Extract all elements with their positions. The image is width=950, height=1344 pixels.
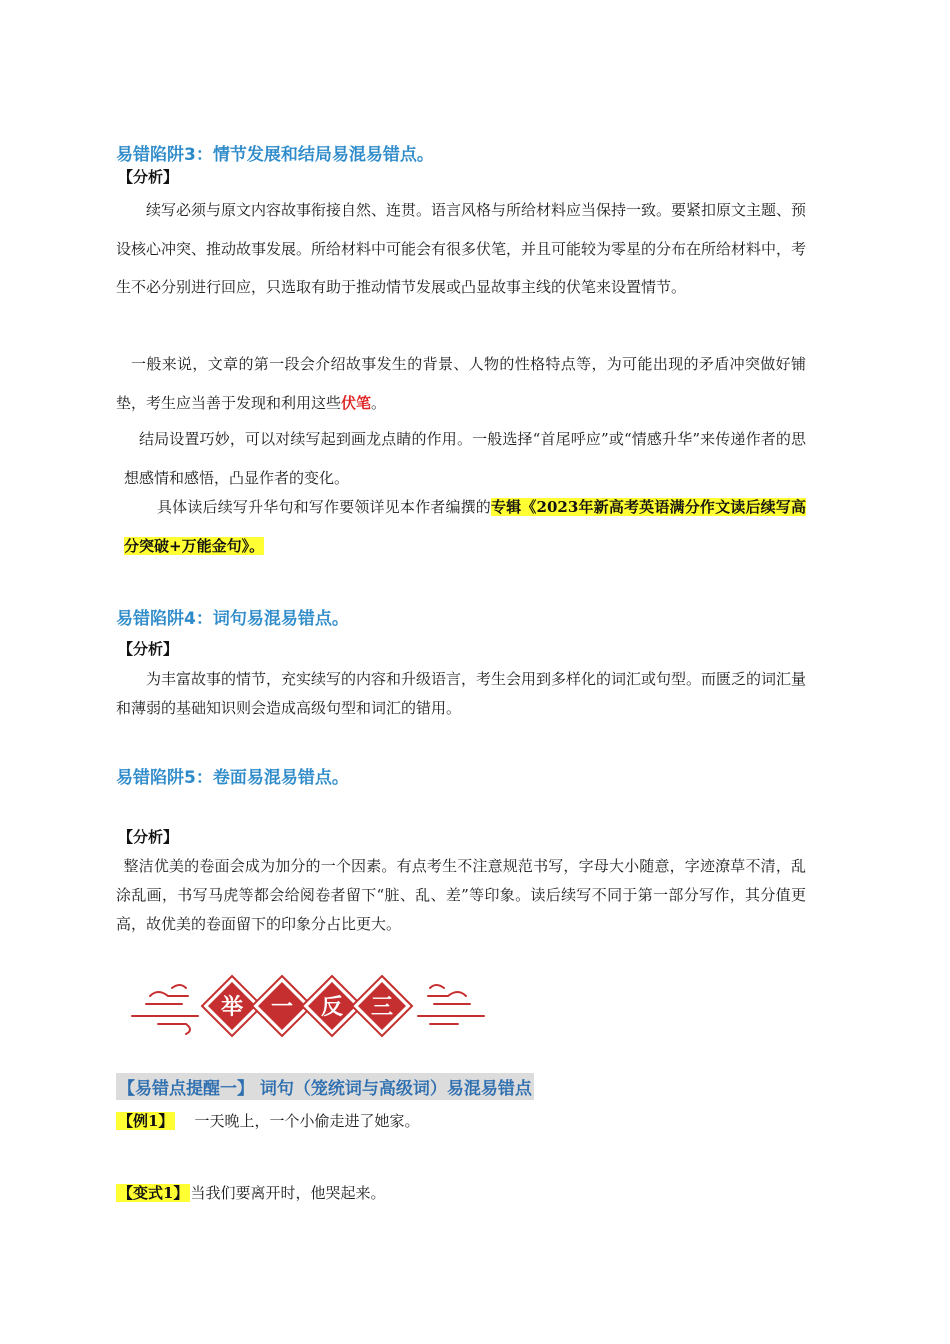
trap-3-p4-text: 具体读后续写升华句和写作要领详见本作者编撰的 — [157, 498, 491, 516]
trap-3-paragraph-4 — [124, 488, 806, 565]
trap-3-p2-text: 一般来说，文章的第一段会介绍故事发生的背景、人物的性格特点等，为可能出现的矛盾冲突做好铺垫，考生应当善于发现和利用这些 — [116, 355, 806, 412]
reminder-heading: 【易错点提醒一】 词句（笼统词与高级词）易混易错点 — [116, 1073, 534, 1100]
banner-char-fan: 反 — [320, 995, 344, 1020]
trap-4-title: 易错陷阱4：词句易混易错点。 — [116, 609, 349, 629]
trap-3-paragraph-3: 结局设置巧妙，可以对续写起到画龙点睛的作用。一般选择“首尾呼应”或“情感升华”来传递作者的思想感情和感悟，凸显作者的变化。 — [124, 430, 806, 487]
trap-3-p2-end: 。 — [371, 393, 387, 412]
trap-5-title: 易错陷阱5：卷面易混易错点。 — [116, 768, 349, 788]
trap-5-paragraph-1: 整洁优美的卷面会成为加分的一个因素。有点考生不注意规范书写，字母大小随意，字迹潦草不清，乱涂乱画，书写马虎等都会给阅卷者留下“脏、乱、差”等印象。读后续写不同于第一部分写作，其分值更高，故优美的卷面留下的印象分占比更大。 — [116, 857, 806, 933]
variant-1-tag: 【变式1】 — [118, 1184, 189, 1202]
variant-1 — [116, 1182, 385, 1203]
right-cloud-ornament — [418, 985, 484, 1024]
banner-char-san: 三 — [370, 995, 394, 1020]
album-reference-highlight: 专辑《2023年新高考英语满分作文读后续写高分突破+万能金句》。 — [124, 498, 806, 555]
trap-4-paragraph-1: 为丰富故事的情节，充实续写的内容和升级语言，考生会用到多样化的词汇或句型。而匮乏的词汇量和薄弱的基础知识则会造成高级句型和词汇的错用。 — [116, 670, 807, 717]
left-cloud-ornament — [132, 985, 198, 1034]
banner-char-yi: 一 — [270, 995, 294, 1020]
trap-3-paragraph-1: 续写必须与原文内容故事衔接自然、连贯。语言风格与所给材料应当保持一致。要紧扣原文主题、预设核心冲突、推动故事发展。所给材料中可能会有很多伏笔，并且可能较为零星的分布在所给材料中，考生不必分别进行回应，只选取有助于推动情节发展或凸显故事主线的伏笔来设置情节。 — [116, 201, 807, 296]
trap-3-paragraph-2 — [116, 345, 806, 422]
trap-3-analysis-label: 【分析】 — [118, 168, 179, 186]
foreshadowing-emphasis: 伏笔 — [341, 393, 372, 412]
trap-4-analysis-label: 【分析】 — [118, 640, 179, 658]
variant-1-text: 当我们要离开时，他哭起来。 — [190, 1184, 386, 1202]
banner-ju-yi-fan-san — [128, 968, 488, 1044]
trap-5-analysis-label: 【分析】 — [118, 828, 179, 846]
banner-diamond-4 — [352, 976, 412, 1036]
example-1-text: 一天晚上，一个小偷走进了她家。 — [194, 1112, 420, 1130]
trap-3-title: 易错陷阱3：情节发展和结局易混易错点。 — [116, 145, 434, 165]
banner-char-ju: 举 — [220, 995, 244, 1020]
example-1 — [116, 1110, 420, 1131]
example-1-tag: 【例1】 — [118, 1112, 174, 1130]
